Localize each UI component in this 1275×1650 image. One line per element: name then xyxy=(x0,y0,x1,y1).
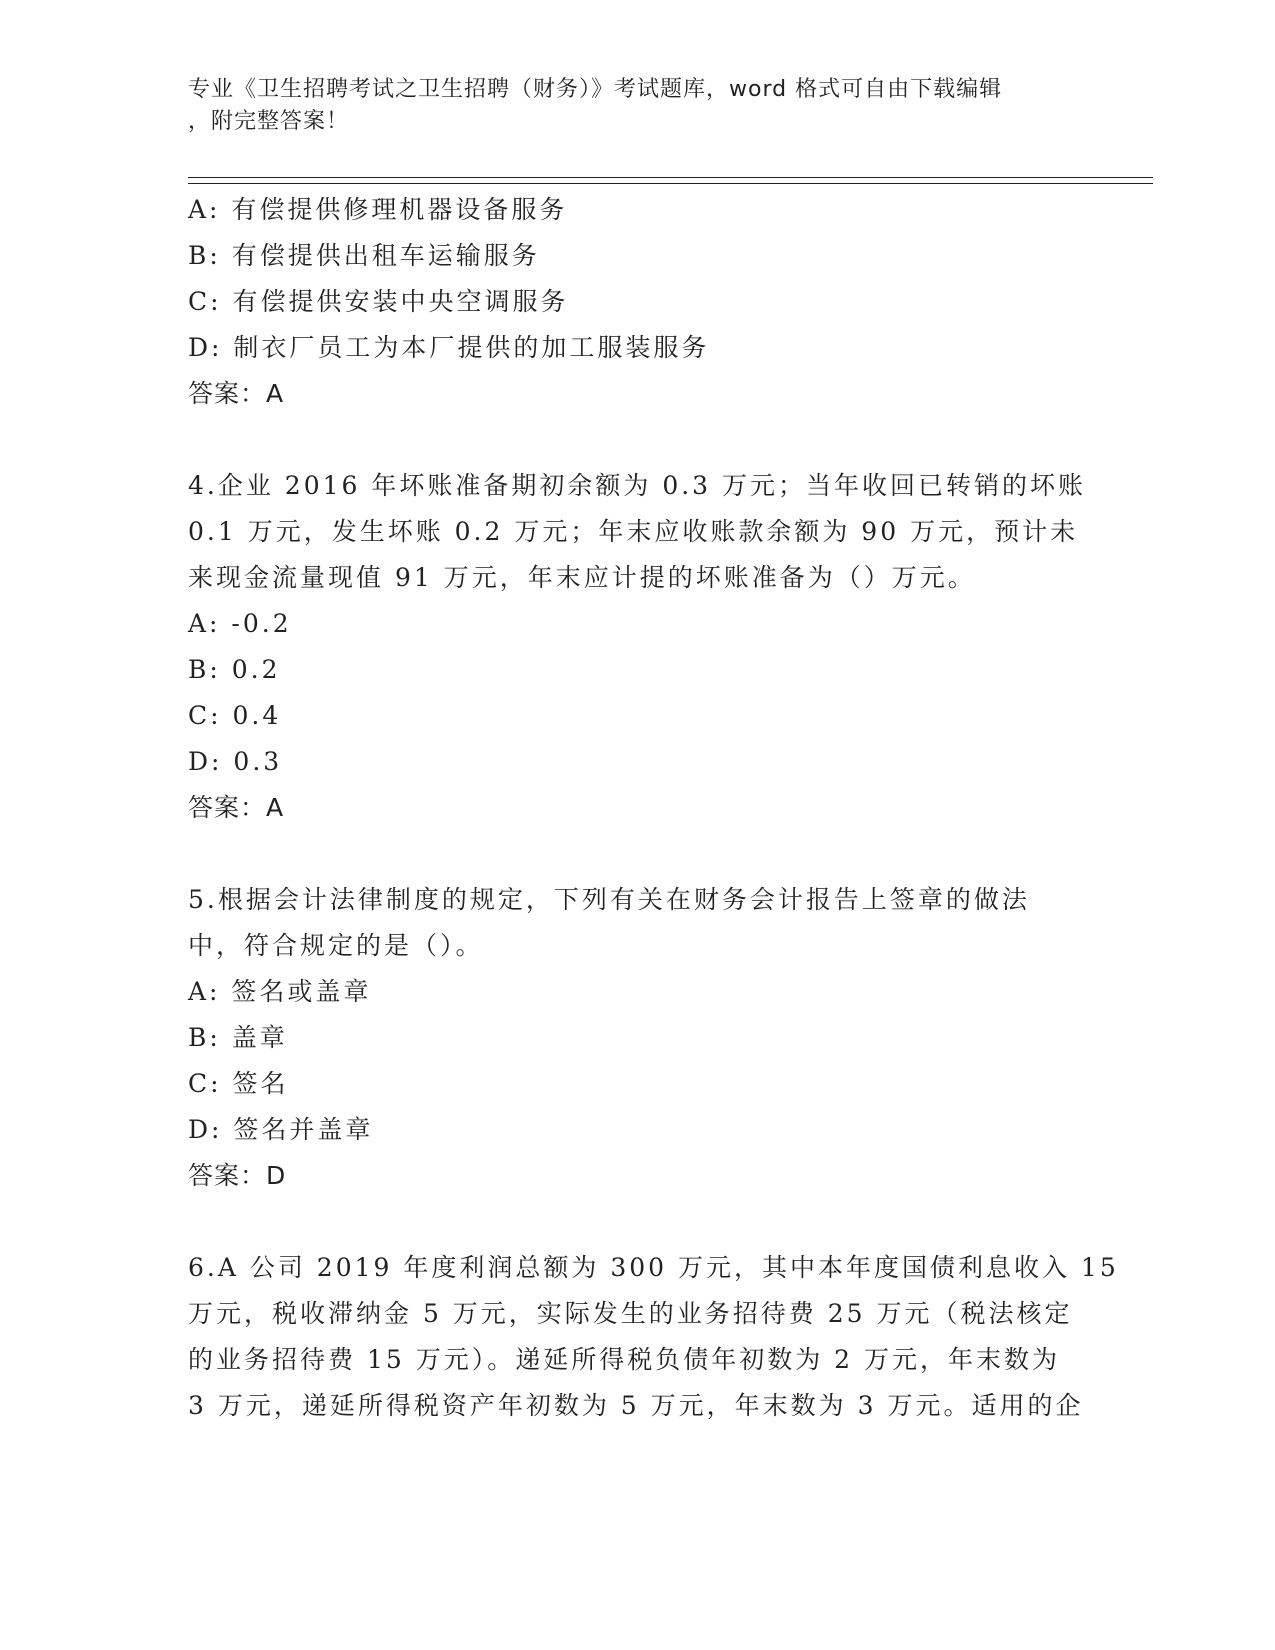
question-text-line: 4.企业 2016 年坏账准备期初余额为 0.3 万元；当年收回已转销的坏账 xyxy=(188,471,1087,500)
option-c: C: 有偿提供安装中央空调服务 xyxy=(188,287,569,316)
question-text-line: 5.根据会计法律制度的规定，下列有关在财务会计报告上签章的做法 xyxy=(188,885,1030,914)
question-text-line: 3 万元，递延所得税资产年初数为 5 万元，年末数为 3 万元。适用的企 xyxy=(188,1391,1084,1420)
option-a: A: 有偿提供修理机器设备服务 xyxy=(188,195,568,224)
option-c: C: 0.4 xyxy=(188,701,282,730)
question-text-line: 来现金流量现值 91 万元，年末应计提的坏账准备为（）万元。 xyxy=(188,563,976,592)
answer-line: 答案：D xyxy=(188,1161,287,1190)
header-line-1: 专业《卫生招聘考试之卫生招聘（财务）》考试题库，word 格式可自由下载编辑 xyxy=(188,77,1003,102)
header-divider-bottom xyxy=(188,183,1153,184)
document-header xyxy=(188,74,1068,138)
option-d: D: 签名并盖章 xyxy=(188,1115,374,1144)
answer-line: 答案：A xyxy=(188,793,285,822)
spacer xyxy=(188,417,1088,463)
spacer xyxy=(188,1199,1088,1245)
answer-line: 答案：A xyxy=(188,379,285,408)
question-4 xyxy=(188,463,1088,831)
option-a: A: -0.2 xyxy=(188,609,292,638)
option-d: D: 0.3 xyxy=(188,747,283,776)
question-list xyxy=(188,187,1119,1429)
option-b: B: 盖章 xyxy=(188,1023,288,1052)
header-line-2: ，附完整答案！ xyxy=(188,109,350,134)
option-b: B: 0.2 xyxy=(188,655,281,684)
spacer xyxy=(188,831,1088,877)
option-b: B: 有偿提供出租车运输服务 xyxy=(188,241,540,270)
question-3 xyxy=(188,187,1088,417)
option-a: A: 签名或盖章 xyxy=(188,977,372,1006)
question-5 xyxy=(188,877,1088,1199)
question-text-line: 中，符合规定的是（）。 xyxy=(188,931,484,960)
question-6 xyxy=(188,1245,1119,1429)
question-text-line: 0.1 万元，发生坏账 0.2 万元；年末应收账款余额为 90 万元，预计未 xyxy=(188,517,1079,546)
option-d: D: 制衣厂员工为本厂提供的加工服装服务 xyxy=(188,333,710,362)
question-text-line: 6.A 公司 2019 年度利润总额为 300 万元，其中本年度国债利息收入 15 xyxy=(188,1253,1119,1282)
question-text-line: 万元，税收滞纳金 5 万元，实际发生的业务招待费 25 万元（税法核定 xyxy=(188,1299,1073,1328)
question-text-line: 的业务招待费 15 万元）。递延所得税负债年初数为 2 万元，年末数为 xyxy=(188,1345,1061,1374)
header-divider-top xyxy=(188,177,1153,178)
option-c: C: 签名 xyxy=(188,1069,289,1098)
